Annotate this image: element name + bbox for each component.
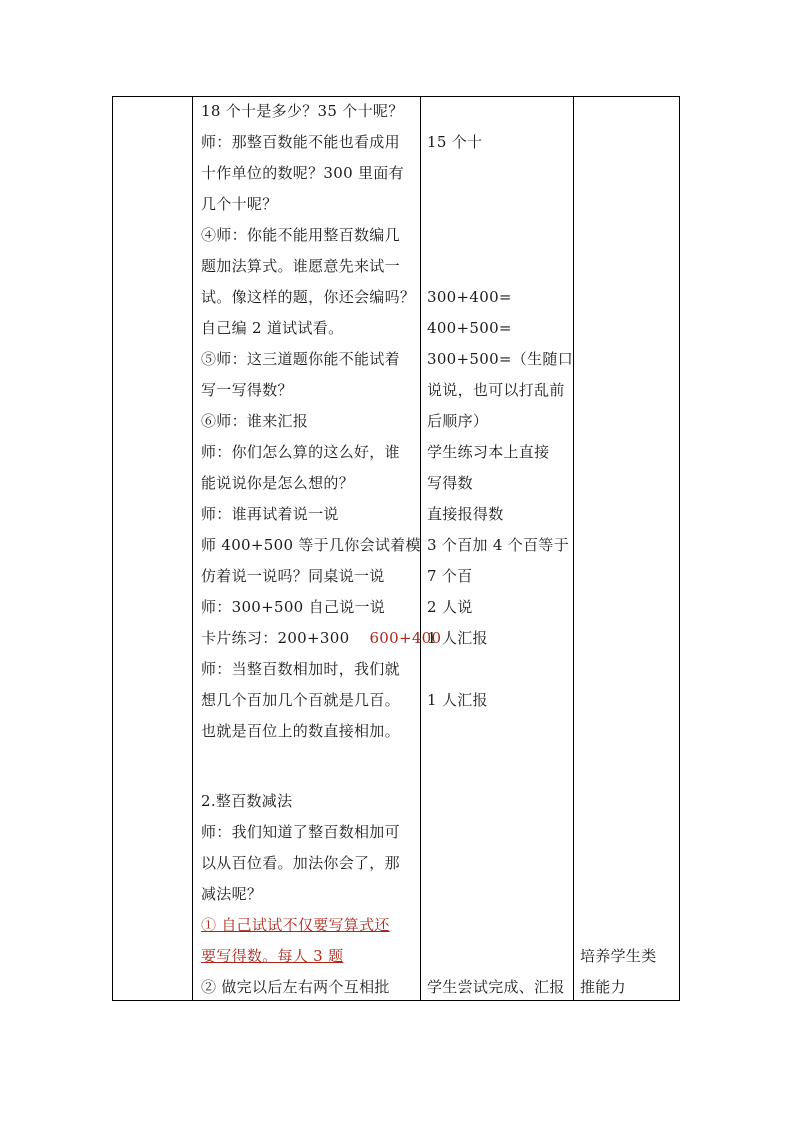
student-line: 300+500=（生随口	[427, 350, 573, 368]
student-line: 1 人汇报	[427, 629, 488, 647]
intent-line: 培养学生类	[580, 947, 657, 965]
process-line: 仿着说一说吗？同桌说一说	[201, 567, 385, 585]
process-line: 几个十呢？	[201, 195, 278, 213]
process-line: 减法呢？	[201, 885, 263, 903]
process-line: 能说说你是怎么想的？	[201, 474, 355, 492]
student-line: 写得数	[427, 474, 473, 492]
process-line: 师：当整百数相加时，我们就	[201, 660, 400, 678]
student-line: 2 人说	[427, 598, 473, 616]
column-divider	[192, 97, 193, 1000]
process-line: 师：你们怎么算的这么好，谁	[201, 443, 400, 461]
student-line: 直接报得数	[427, 505, 504, 523]
card-practice-line	[201, 628, 441, 648]
student-line: 7 个百	[427, 567, 473, 585]
red-instruction-line: ① 自己试试不仅要写算式还	[201, 916, 390, 934]
student-line: 15 个十	[427, 133, 483, 151]
process-line: 师：我们知道了整百数相加可	[201, 823, 400, 841]
student-line: 300+400=	[427, 288, 512, 306]
process-line: 试。像这样的题，你还会编吗？	[201, 288, 416, 306]
card-practice-extra: 600+400	[369, 629, 442, 647]
process-line: ⑤师：这三道题你能不能试着	[201, 350, 400, 368]
process-line: 想几个百加几个百就是几百。	[201, 691, 400, 709]
student-line: 学生尝试完成、汇报	[427, 978, 565, 996]
student-line: 说说，也可以打乱前	[427, 381, 565, 399]
intent-line: 推能力	[580, 978, 626, 996]
process-line: 自己编 2 道试试看。	[201, 319, 344, 337]
process-line: 写一写得数？	[201, 381, 293, 399]
process-line: 十作单位的数呢？300 里面有	[201, 164, 404, 182]
process-line: 以从百位看。加法你会了，那	[201, 854, 400, 872]
student-line: 1 人汇报	[427, 691, 488, 709]
student-line: 后顺序）	[427, 412, 489, 430]
student-line: 3 个百加 4 个百等于	[427, 536, 569, 554]
process-line: ④师：你能不能用整百数编几	[201, 226, 400, 244]
student-line: 400+500=	[427, 319, 512, 337]
process-line: 师：那整百数能不能也看成用	[201, 133, 400, 151]
card-practice-label: 卡片练习：200+300	[201, 629, 350, 647]
section-heading: 2.整百数减法	[201, 792, 293, 810]
process-line: 师：谁再试着说一说	[201, 505, 339, 523]
process-line: 师：300+500 自己说一说	[201, 598, 386, 616]
process-line: ⑥师：谁来汇报	[201, 412, 309, 430]
red-instruction-line: 要写得数。每人 3 题	[201, 947, 344, 965]
lesson-table	[112, 96, 680, 1001]
process-line: 也就是百位上的数直接相加。	[201, 722, 400, 740]
column-divider	[573, 97, 574, 1000]
student-line: 学生练习本上直接	[427, 443, 550, 461]
process-line: ② 做完以后左右两个互相批	[201, 978, 390, 996]
process-line: 师 400+500 等于几你会试着模	[201, 536, 421, 554]
process-line: 18 个十是多少？35 个十呢？	[201, 102, 404, 120]
process-line: 题加法算式。谁愿意先来试一	[201, 257, 400, 275]
